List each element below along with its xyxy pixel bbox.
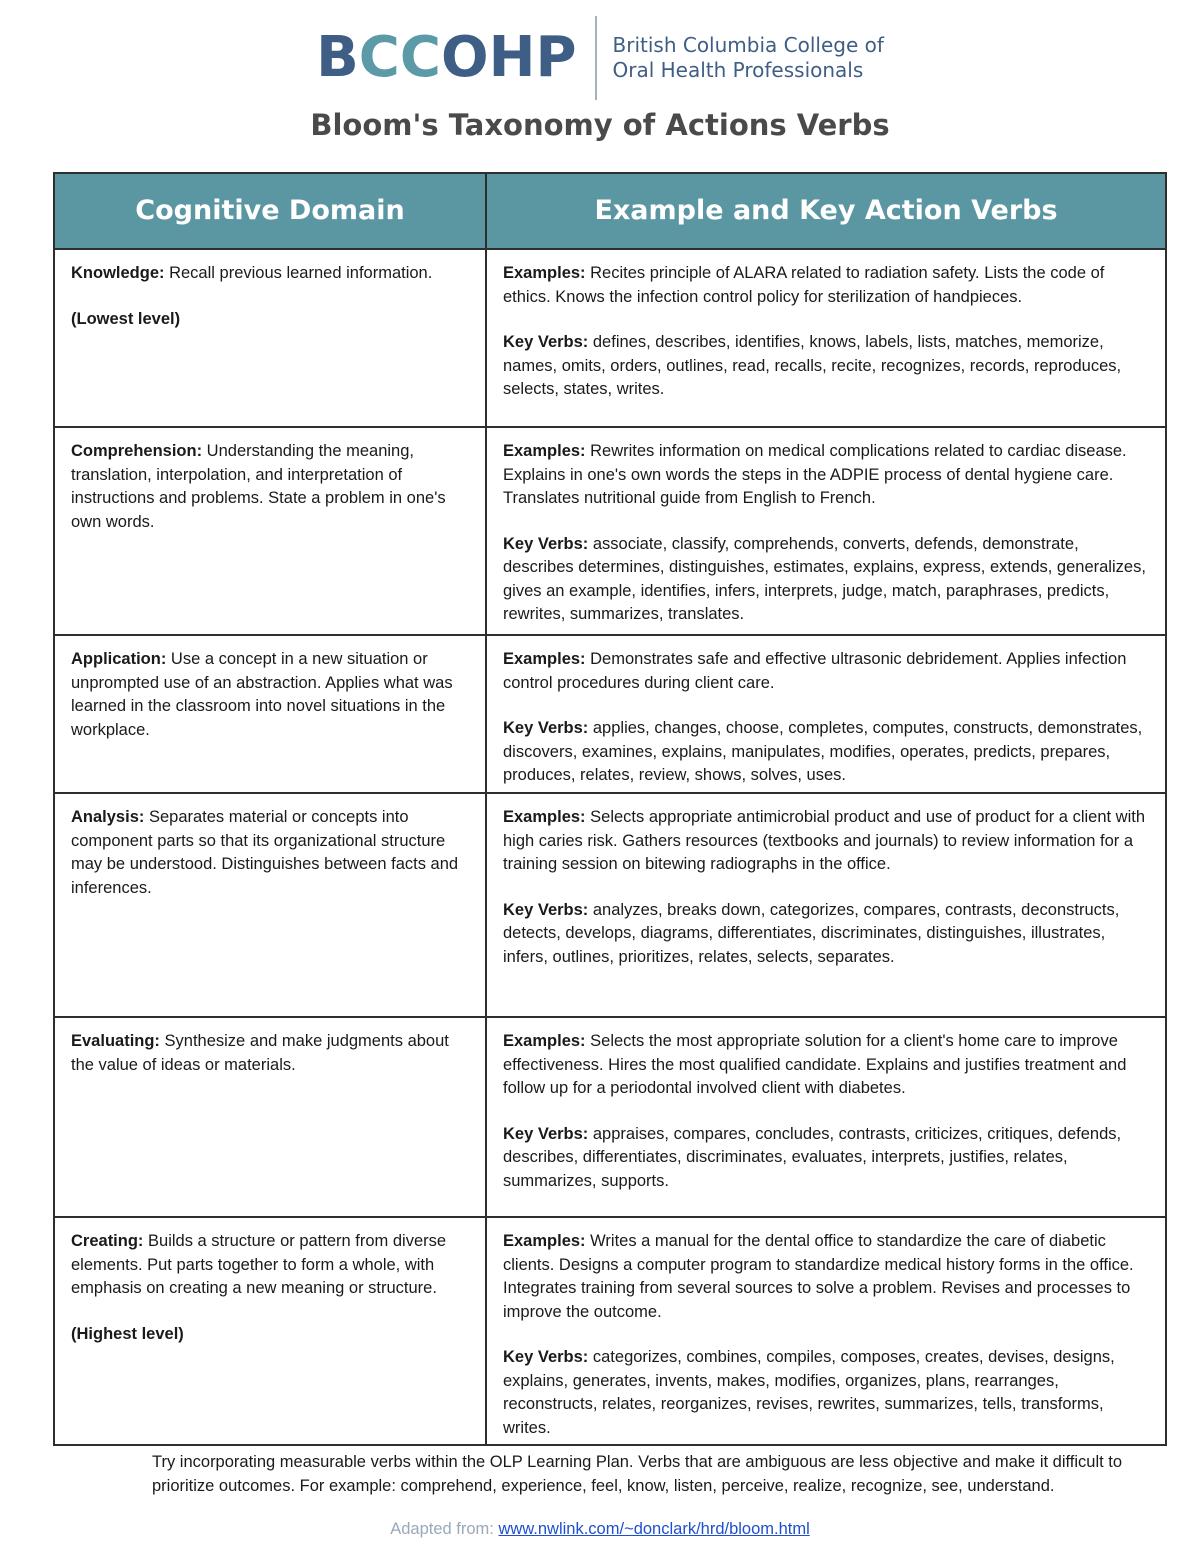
- examples-cell: [486, 635, 1166, 793]
- domain-label: Analysis:: [71, 808, 145, 826]
- domain-label: Creating:: [71, 1232, 144, 1250]
- key-verbs-label: Key Verbs:: [503, 534, 589, 553]
- key-verbs-text: associate, classify, comprehends, converts, defends, demonstrate, describes determines, distinguishes, estimates, explains, express, extends, generalizes, gives an example, identifies, infers, interprets, judge, match, paraphrases, predicts, rewrites, summarizes, translates.: [503, 534, 1146, 623]
- examples-label: Examples:: [503, 442, 586, 460]
- domain-description: Understanding the meaning, translation, interpolation, and interpretation of instructions and problems. State a problem in one's own words.: [71, 442, 446, 531]
- header-cognitive-domain: Cognitive Domain: [54, 173, 486, 249]
- examples-label: Examples:: [503, 1232, 586, 1250]
- logo-divider: [595, 16, 597, 100]
- footnote: Try incorporating measurable verbs within the OLP Learning Plan. Verbs that are ambiguous are less objective and make it difficult to prioritize outcomes. For example: comprehend, experience, feel, know, listen, perceive, realize, recognize, see, understand.: [152, 1453, 1123, 1495]
- header: [0, 10, 1200, 105]
- key-verbs-label: Key Verbs:: [503, 333, 589, 351]
- table-row: [54, 1017, 1166, 1217]
- page-title: Bloom's Taxonomy of Actions Verbs: [310, 108, 890, 142]
- domain-description: Separates material or concepts into component parts so that its organizational structure may be understood. Distinguishes between facts and inferences.: [71, 808, 459, 897]
- key-verbs-label: Key Verbs:: [503, 900, 589, 919]
- examples-cell: [486, 427, 1166, 635]
- examples-text: Selects appropriate antimicrobial product and use of product for a client with high caries risk. Gathers resources (textbooks and journals) to review information for a training session on bitewing radiographs in the office.: [503, 808, 1146, 873]
- key-verbs-label: Key Verbs:: [503, 1348, 589, 1366]
- domain-label: Comprehension:: [71, 442, 203, 460]
- key-verbs-label: Key Verbs:: [503, 1124, 589, 1143]
- domain-label: Application:: [71, 650, 167, 668]
- domain-cell: [54, 249, 486, 427]
- source-link[interactable]: www.nwlink.com/~donclark/hrd/bloom.html: [498, 1520, 810, 1538]
- key-verbs-text: defines, describes, identifies, knows, labels, lists, matches, memorize, names, omits, orders, outlines, read, recalls, recite, recognizes, records, reproduces, selects, states, writes.: [503, 333, 1122, 398]
- header-example-verbs: Example and Key Action Verbs: [486, 173, 1166, 249]
- examples-label: Examples:: [503, 1032, 586, 1050]
- bloom-table: [53, 172, 1167, 1446]
- examples-cell: [486, 1217, 1166, 1445]
- logo-part-ohp: OHP: [440, 25, 577, 90]
- source-prefix: Adapted from:: [390, 1520, 499, 1538]
- domain-cell: [54, 793, 486, 1017]
- examples-text: Recites principle of ALARA related to radiation safety. Lists the code of ethics. Knows the infection control policy for sterilization of handpieces.: [503, 264, 1105, 306]
- examples-label: Examples:: [503, 808, 586, 826]
- domain-description: Use a concept in a new situation or unprompted use of an abstraction. Applies what was learned in the classroom into novel situations in the workplace.: [71, 650, 453, 739]
- key-verbs-text: analyzes, breaks down, categorizes, compares, contrasts, deconstructs, detects, develops, diagrams, differentiates, discriminates, distinguishes, illustrates, infers, outlines, prioritizes, relates, selects, separates.: [503, 900, 1120, 966]
- examples-text: Demonstrates safe and effective ultrasonic debridement. Applies infection control procedures during client care.: [503, 650, 1127, 692]
- key-verbs-label: Key Verbs:: [503, 719, 589, 737]
- org-name: [613, 33, 884, 83]
- examples-cell: [486, 249, 1166, 427]
- key-verbs-text: appraises, compares, concludes, contrasts, criticizes, critiques, defends, describes, differentiates, discriminates, evaluates, interprets, justifies, relates, summarizes, supports.: [503, 1124, 1122, 1190]
- key-verbs-text: categorizes, combines, compiles, composes, creates, devises, designs, explains, generates, invents, makes, modifies, organizes, plans, rearranges, reconstructs, relates, reorganizes, revises, rewrites, summarizes, tells, transforms, writes.: [503, 1348, 1115, 1437]
- table-row: [54, 635, 1166, 793]
- domain-cell: [54, 1017, 486, 1217]
- examples-label: Examples:: [503, 264, 586, 282]
- level-note: (Highest level): [71, 1324, 184, 1343]
- examples-cell: [486, 793, 1166, 1017]
- domain-label: Knowledge:: [71, 264, 165, 282]
- source-credit: [0, 1520, 1200, 1539]
- domain-description: Builds a structure or pattern from diverse elements. Put parts together to form a whole, with emphasis on creating a new meaning or structure.: [71, 1232, 447, 1297]
- domain-cell: [54, 427, 486, 635]
- table-row: [54, 427, 1166, 635]
- table-row: [54, 793, 1166, 1017]
- examples-text: Selects the most appropriate solution for a client's home care to improve effectiveness. Hires the most qualified candidate. Explains and justifies treatment and follow up for a periodontal involved client with diabetes.: [503, 1032, 1127, 1097]
- examples-text: Rewrites information on medical complications related to cardiac disease. Explains in one's own words the steps in the ADPIE process of dental hygiene care. Translates nutritional guide from English to French.: [503, 442, 1127, 507]
- examples-label: Examples:: [503, 650, 586, 668]
- table-row: [54, 249, 1166, 427]
- table-row: [54, 1217, 1166, 1445]
- domain-label: Evaluating:: [71, 1032, 160, 1050]
- bccohp-logo: [316, 25, 576, 90]
- logo-part-cc: CC: [358, 25, 441, 90]
- org-name-line2: Oral Health Professionals: [612, 57, 864, 82]
- key-verbs-text: applies, changes, choose, completes, computes, constructs, demonstrates, discovers, examines, explains, manipulates, modifies, operates, predicts, prepares, produces, relates, review, shows, solves, uses.: [503, 719, 1143, 784]
- level-note: (Lowest level): [71, 309, 181, 328]
- logo-part-b: B: [316, 25, 359, 90]
- org-name-line1: British Columbia College of: [612, 32, 884, 57]
- domain-cell: [54, 1217, 486, 1445]
- domain-cell: [54, 635, 486, 793]
- table-header-row: [54, 173, 1166, 249]
- domain-description: Synthesize and make judgments about the value of ideas or materials.: [71, 1032, 449, 1074]
- examples-cell: [486, 1017, 1166, 1217]
- examples-text: Writes a manual for the dental office to standardize the care of diabetic clients. Designs a computer program to standardize medical history forms in the office. Integrates training from several sources to solve a problem. Revises and processes to improve the outcome.: [503, 1232, 1134, 1321]
- domain-description: Recall previous learned information.: [164, 264, 433, 282]
